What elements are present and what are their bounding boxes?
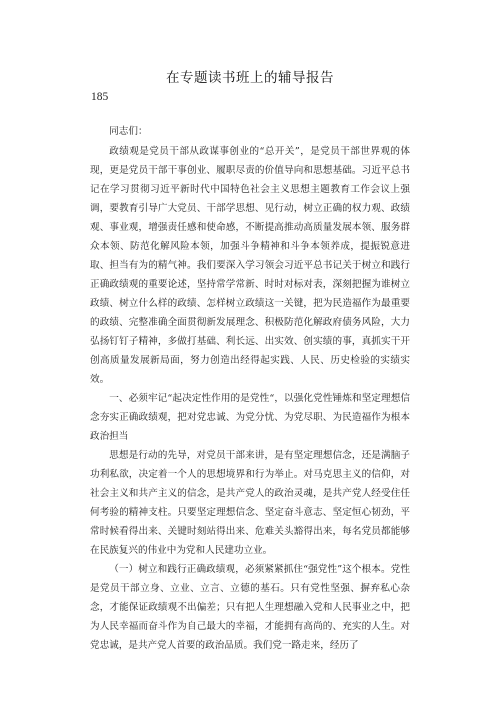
document-title: 在专题读书班上的辅导报告 [166, 70, 334, 86]
paragraph-ideals: 思想是行动的先导，对党员干部来讲，是有坚定理想信念，还是满脑子功利私欲，决定着一个人的思想境界和行为举止。对马克思主义的信仰，对社会主义和共产主义的信念，是共产党人的政治灵魂，是共产党人经受住任何考验的精神支柱。只要坚定理想信念、坚定奋斗意志、坚定恒心韧劲，平常时候看得出来、关键时刻站得出来、危难关头豁得出来，每名党员都能够在民族复兴的伟业中为党和人民建功立业。 [90, 450, 410, 556]
section-heading-1: 一、必须牢记“起决定性作用的是党性“，以强化党性锤炼和坚定理想信念夯实正确政绩观，把对党忠诚、为党分忧、为党尽职、为民造福作为根本政治担当 [90, 393, 410, 442]
paragraph-intro: 政绩观是党员干部从政谋事创业的“总开关”，是党员干部世界观的体现，更是党员干部干事创业、履职尽责的价值导向和思想基础。习近平总书记在学习贯彻习近平新时代中国特色社会主义思想主题教育工作会议上强调，要教育引导广大党员、干部学思想、见行动，树立正确的权力观、政绩观、事业观，增强责任感和使命感，不断提高推动高质量发展本领、服务群众本领、防范化解风险本领，加强斗争精神和斗争本领养成，提振锐意进取、担当有为的精气神。我们要深入学习领会习近平总书记关于树立和践行正确政绩观的重要论述，坚持常学常新、时时对标对表，深刻把握为谁树立政绩、树立什么样的政绩、怎样树立政绩这一关键，把为民造福作为最重要的政绩、完整准确全面贯彻新发展理念、积极防范化解政府债务风险，大力弘扬钉钉子精神，多做打基础、利长远、出实效、创实绩的事，真抓实干开创高质量发展新局面，努力创造出经得起实践、人民、历史检验的实绩实效。 [90, 146, 410, 385]
document-number: 185 [91, 91, 109, 103]
document-body [90, 122, 410, 655]
salutation: 同志们： [109, 126, 148, 137]
subsection-heading-1: （一）树立和践行正确政绩观，必须紧紧抓住“强党性”这个根本。党性是党员干部立身、立业、立言、立德的基石。只有党性坚强、摒弃私心杂念，才能保证政绩观不出偏差；只有把人生理想融入党和人民事业之中，把为人民幸福而奋斗作为自己最大的幸福，才能拥有高尚的、充实的人生。对党忠诚，是共产党人首要的政治品质。我们党一路走来，经历了 [90, 564, 410, 651]
